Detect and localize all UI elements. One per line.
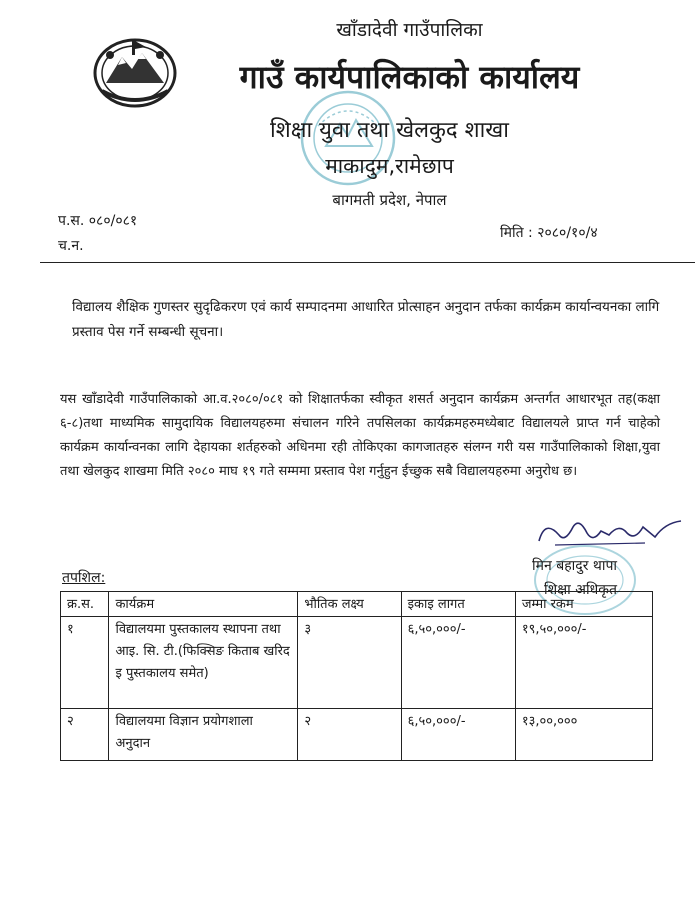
header-divider (40, 262, 695, 263)
dispatch-number: च.न. (58, 238, 84, 254)
notice-subject: विद्यालय शैक्षिक गुणस्तर सुदृढिकरण एवं कार्य सम्पादनमा आधारित प्रोत्साहन अनुदान तर्फका कार्यक्रम कार्यान्वयनका लागि प्रस्ताव पेस गर्ने सम्बन्धी सूचना। (72, 299, 660, 340)
cell-serial: १ (61, 617, 109, 709)
col-program-header: कार्यक्रम (109, 592, 298, 617)
cell-unit-cost: ६,५०,०००/- (401, 617, 515, 709)
cell-program: विद्यालयमा विज्ञान प्रयोगशाला अनुदान (109, 709, 298, 761)
cell-physical-target: २ (298, 709, 401, 761)
notice-body: यस खाँडादेवी गाउँपालिकाको आ.व.२०८०/०८१ को शिक्षातर्फका स्वीकृत शसर्त अनुदान कार्यक्रम अन्तर्गत आधारभूत तह(कक्षा ६-८)तथा माध्यमिक सामुदायिक विद्यालयहरुमा संचालन गरिने तपसिलका कार्यक्रमहरुमध्येबाट विद्यालयले प्राप्त गर्न चाहेको कार्यक्रम कार्यान्वनका लागि देहायका शर्तहरुको अधिनमा रही तोकिएका कागजातहरु संलग्न गरी यस गाउँपालिकाको शिक्षा,युवा तथा खेलकुद शाखमा मिति २०८० माघ १९ गते सम्ममा प्रस्ताव पेश गर्नुहुन ईच्छुक सबै विद्यालयहरुमा अनुरोध छ। (60, 392, 660, 479)
col-total-amount-header: जम्मा रकम (515, 592, 652, 617)
letter-date: मिति : २०८०/१०/४ (500, 225, 598, 241)
cell-total-amount: १३,००,००० (515, 709, 652, 761)
col-physical-target-header: भौतिक लक्ष्य (298, 592, 401, 617)
table-row (61, 617, 653, 709)
cell-program: विद्यालयमा पुस्तकालय स्थापना तथा आइ. सि. टी.(फिक्सिङ किताब खरिद इ पुस्तकालय समेत) (109, 617, 298, 709)
province-country: बागमती प्रदेश, नेपाल (332, 191, 447, 209)
cell-serial: २ (61, 709, 109, 761)
table-row (61, 709, 653, 761)
col-unit-cost-header: इकाइ लागत (401, 592, 515, 617)
reference-number: प.स. ०८०/०८१ (58, 213, 138, 229)
schedule-label: तपशिल: (62, 570, 106, 586)
office-location: माकादुम,रामेछाप (325, 154, 454, 178)
signatory-title: शिक्षा अधिकृत (544, 582, 617, 598)
program-schedule-table (60, 591, 653, 761)
office-title: गाउँ कार्यपालिकाको कार्यालय (239, 58, 580, 96)
cell-total-amount: १९,५०,०००/- (515, 617, 652, 709)
table-header-row (61, 592, 653, 617)
branch-name: शिक्षा युवा तथा खेलकुद शाखा (270, 118, 509, 143)
cell-physical-target: ३ (298, 617, 401, 709)
municipality-name: खाँडादेवी गाउँपालिका (336, 19, 483, 41)
cell-unit-cost: ६,५०,०००/- (401, 709, 515, 761)
signatory-name: मिन बहादुर थापा (532, 558, 618, 574)
col-serial-header: क्र.स. (61, 592, 109, 617)
